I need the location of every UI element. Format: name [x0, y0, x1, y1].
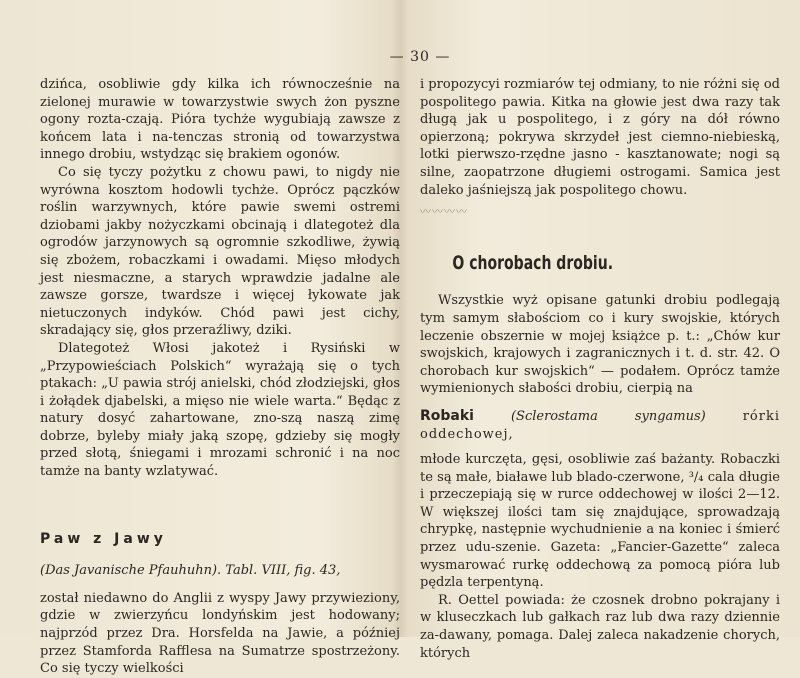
robaki-rest: rórki oddechowej,	[420, 408, 780, 442]
section-heading: Paw z Jawy	[40, 530, 167, 547]
paragraph: młode kurczęta, gęsi, osobliwie zaś bażanty. Robaczki te są małe, białawe lub blado-czerwone, ³/₄ cala długie i przeczepiają się w rurce oddechowej w ilości 2—12. W większej ilości tam się znajdujące, sprowadzają chrypkę, następnie wychudnienie a na koniec i śmierć przez udu-szenie. Gazeta: „Fancier-Gazette“ zaleca wysmarować rurkę oddechową za pomocą pióra lub pędzla terpentyną.	[420, 452, 780, 591]
paragraph: został niedawno do Anglii z wyspy Jawy przywieziony, gdzie w zwierzyńcu londyńskim jest hodowany; najprzód przez Dra. Horsfelda na Jawie, a później przez Stamforda Rafflesa na Sumatrze spostrzeżony. Co się tyczy wielkości	[40, 590, 400, 677]
left-column	[40, 76, 400, 678]
latin-name: (Sclerostama syngamus)	[510, 408, 706, 424]
paragraph: i propozycyi rozmiarów tej odmiany, to nie różni się od pospolitego pawia. Kitka na głowie jest dwa razy tak długą jak u pospolitego, i z góry na dół równo opierzoną; pokrywa skrzydeł jest ciemno-niebieską, lotki pierwszo-rzędne jasno - kasztanowate; nogi są silne, zaopatrzone długiemi ostrogami. Samica jest daleko jaśniejszą jak pospolitego chowu.	[420, 77, 780, 198]
paragraph: R. Oettel powiada: że czosnek drobno pokrajany i w kluseczkach lub gałkach raz lub dwa razy dziennie za-dawany, pomaga. Dalej zaleca nakadzenie chorych, których	[420, 592, 780, 661]
paragraph: dzińca, osobliwie gdy kilka ich równocześnie na zielonej murawie w towarzystwie swych żon pyszne ogony rozta-czają. Pióra tychże wygubiają zawsze z końcem lata i na-tenczas stronią od towarzystwa innego drobiu, wstydząc się brakiem ogonów.	[40, 77, 400, 163]
section-subtitle: (Das Javanische Pfauhuhn). Tabl. VIII, fig. 43,	[40, 563, 341, 579]
ornament-divider: 〰〰〰〰	[420, 205, 468, 219]
robaki-label: Robaki	[420, 407, 474, 424]
paragraph: Co się tyczy pożytku z chowu pawi, to nigdy nie wyrówna kosztom hodowli tychże. Oprócz pączków roślin warzywnych, które pawie swemi ostremi dziobami jakby nożyczkami obcinają i dlategoteż dla ogrodów jarzynowych są ogromnie szkodliwe, żywią się zbożem, robaczkami i owadami. Mięso młodych jest niesmaczne, a starych wprawdzie jadalne ale zawsze gorsze, twardsze i więcej łykowate jak nietuczonych indyków. Chód pawi jest cichy, skradający się, głos przeraźliwy, dziki.	[40, 164, 400, 339]
robaki-heading-line	[420, 408, 780, 443]
paragraph: Wszystkie wyż opisane gatunki drobiu podlegają tym samym słabościom co i kury swojskie, których leczenie obszernie w mojej książce p. t.: „Chów kur swojskich, krajowych i zagranicznych i t. d. str. 42. O chorobach kur swojskich“ — podałem. Oprócz tamże wymienionych słabości drobiu, cierpią na	[420, 293, 780, 397]
right-column	[420, 76, 780, 662]
page-number: — 30 —	[389, 49, 451, 65]
chapter-heading: O chorobach drobiu.	[452, 251, 614, 274]
paragraph: Dlategoteż Włosi jakoteż i Rysiński w „Przypowieściach Polskich“ wyrażają się o tych ptakach: „U pawia strój anielski, chód złodziejski, głos i żołądek djabelski, a mięso nie wiele warta.“ Będąc z natury dosyć zahartowane, zno-szą naszą zimę dobrze, byleby miały jaką szopę, gdzieby się mogły przed słotą, śniegami i mrozami schronić i na noc tamże na banty wzlatywać.	[40, 340, 400, 480]
